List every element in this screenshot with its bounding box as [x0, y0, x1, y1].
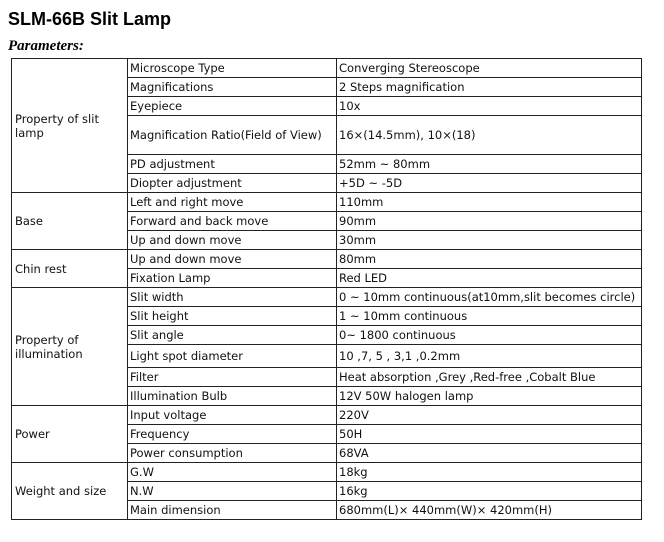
- parameter-value: 16×(14.5mm), 10×(18): [337, 116, 642, 155]
- section-subtitle: Parameters:: [8, 38, 84, 54]
- parameter-value: +5D ~ -5D: [337, 174, 642, 193]
- group-label: Chin rest: [12, 250, 128, 288]
- parameter-value: 80mm: [337, 250, 642, 269]
- group-label: Weight and size: [12, 463, 128, 520]
- parameter-name: Magnification Ratio(Field of View): [128, 116, 337, 155]
- parameter-value: 16kg: [337, 482, 642, 501]
- parameter-name: Up and down move: [128, 250, 337, 269]
- parameter-value: 30mm: [337, 231, 642, 250]
- table-row: [12, 193, 642, 212]
- parameter-name: Magnifications: [128, 78, 337, 97]
- parameter-value: 68VA: [337, 444, 642, 463]
- parameter-value: Red LED: [337, 269, 642, 288]
- parameter-name: Slit height: [128, 307, 337, 326]
- parameter-value: 90mm: [337, 212, 642, 231]
- table-row: [12, 463, 642, 482]
- parameter-value: 18kg: [337, 463, 642, 482]
- parameter-name: Illumination Bulb: [128, 387, 337, 406]
- page-title: SLM-66B Slit Lamp: [8, 9, 172, 29]
- parameter-name: Fixation Lamp: [128, 269, 337, 288]
- parameter-value: 52mm ~ 80mm: [337, 155, 642, 174]
- parameter-name: Power consumption: [128, 444, 337, 463]
- parameter-name: Eyepiece: [128, 97, 337, 116]
- parameter-name: Light spot diameter: [128, 345, 337, 368]
- parameter-name: Frequency: [128, 425, 337, 444]
- parameter-value: 1 ~ 10mm continuous: [337, 307, 642, 326]
- parameter-name: Diopter adjustment: [128, 174, 337, 193]
- parameter-value: 220V: [337, 406, 642, 425]
- spec-table: [11, 58, 642, 520]
- parameter-value: 0 ~ 10mm continuous(at10mm,slit becomes circle): [337, 288, 642, 307]
- table-row: [12, 59, 642, 78]
- group-label: Property of slit lamp: [12, 59, 128, 193]
- parameter-name: Microscope Type: [128, 59, 337, 78]
- parameter-name: Input voltage: [128, 406, 337, 425]
- group-label: Property of illumination: [12, 288, 128, 406]
- parameter-name: Up and down move: [128, 231, 337, 250]
- parameter-value: 10x: [337, 97, 642, 116]
- parameter-name: N.W: [128, 482, 337, 501]
- parameter-value: 0~ 1800 continuous: [337, 326, 642, 345]
- parameter-value: 2 Steps magnification: [337, 78, 642, 97]
- parameter-name: Main dimension: [128, 501, 337, 520]
- parameter-name: Left and right move: [128, 193, 337, 212]
- parameter-value: 680mm(L)× 440mm(W)× 420mm(H): [337, 501, 642, 520]
- parameter-value: 10 ,7, 5 , 3,1 ,0.2mm: [337, 345, 642, 368]
- parameter-name: Filter: [128, 368, 337, 387]
- parameter-name: Slit width: [128, 288, 337, 307]
- group-label: Power: [12, 406, 128, 463]
- parameter-value: Heat absorption ,Grey ,Red-free ,Cobalt Blue: [337, 368, 642, 387]
- parameter-value: 12V 50W halogen lamp: [337, 387, 642, 406]
- spec-table-body: [12, 59, 642, 520]
- parameter-name: PD adjustment: [128, 155, 337, 174]
- parameter-name: Forward and back move: [128, 212, 337, 231]
- table-row: [12, 406, 642, 425]
- parameter-value: Converging Stereoscope: [337, 59, 642, 78]
- table-row: [12, 288, 642, 307]
- parameter-name: Slit angle: [128, 326, 337, 345]
- parameter-value: 110mm: [337, 193, 642, 212]
- table-row: [12, 250, 642, 269]
- parameter-value: 50H: [337, 425, 642, 444]
- group-label: Base: [12, 193, 128, 250]
- parameter-name: G.W: [128, 463, 337, 482]
